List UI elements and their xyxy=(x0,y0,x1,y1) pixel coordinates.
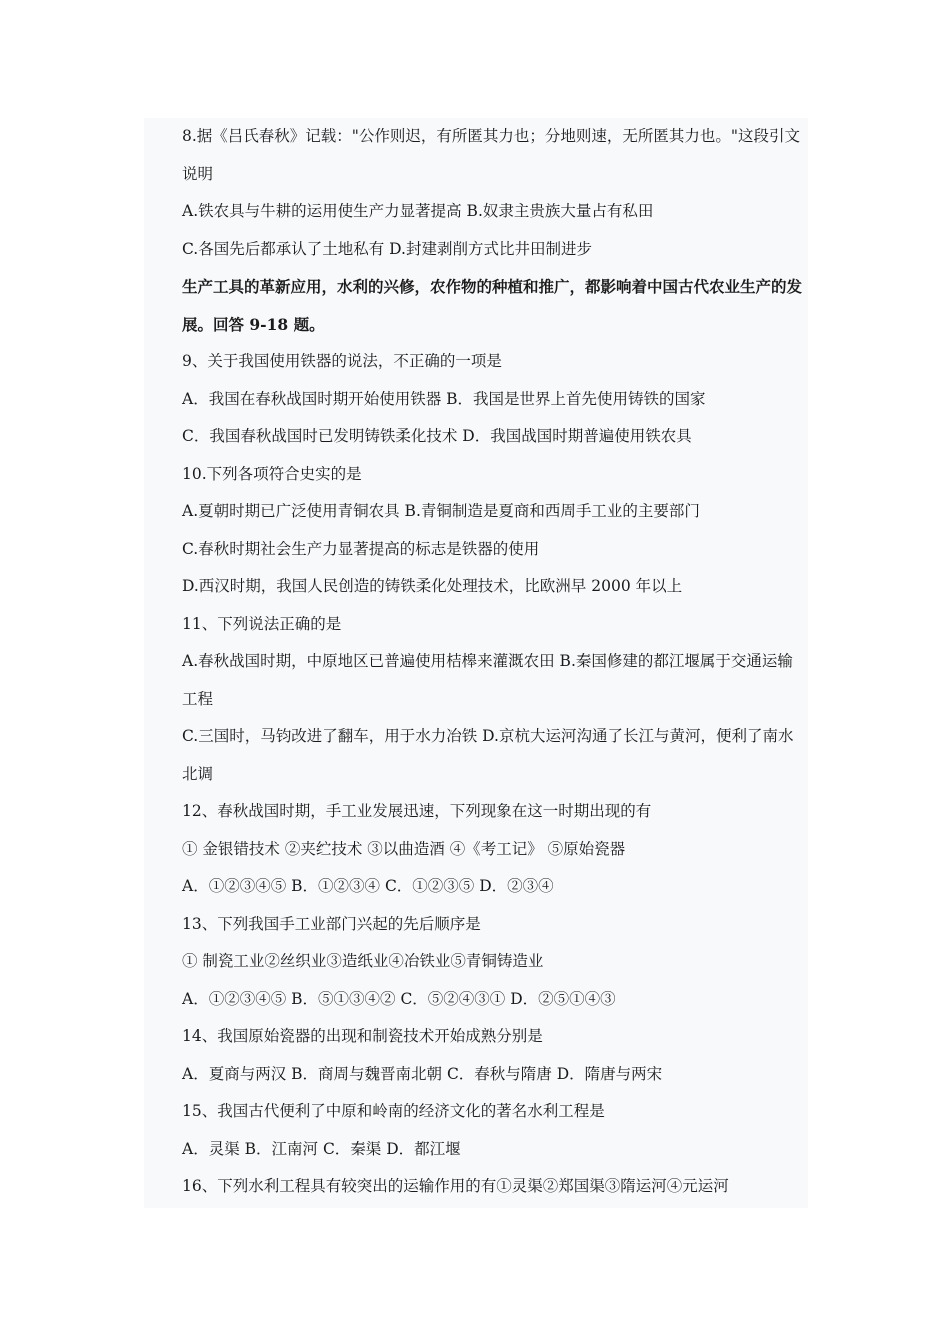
question-8: 8.据《吕氏春秋》记载："公作则迟，有所匿其力也；分地则速，无所匿其力也。"这段引文说明 xyxy=(182,127,801,183)
question-11: 11、下列说法正确的是 xyxy=(182,614,342,633)
question-13: 13、下列我国手工业部门兴起的先后顺序是 xyxy=(182,914,481,933)
document-content xyxy=(144,118,808,1206)
question-15-options: A．灵渠 B．江南河 C．秦渠 D．都江堰 xyxy=(182,1139,461,1158)
question-8-options-ab: A.铁农具与牛耕的运用使生产力显著提高 B.奴隶主贵族大量占有私田 xyxy=(182,202,654,220)
question-10-option-c: C.春秋时期社会生产力显著提高的标志是铁器的使用 xyxy=(182,539,540,558)
question-8-options-cd: C.各国先后都承认了土地私有 D.封建剥削方式比井田制进步 xyxy=(182,239,592,258)
question-16: 16、下列水利工程具有较突出的运输作用的有①灵渠②郑国渠③隋运河④元运河 xyxy=(182,1177,729,1195)
question-11-options-ab: A.春秋战国时期，中原地区已普遍使用桔槔来灌溉农田 B.秦国修建的都江堰属于交通运输工程 xyxy=(182,652,793,708)
question-13-items: ① 制瓷工业②丝织业③造纸业④冶铁业⑤青铜铸造业 xyxy=(182,952,544,970)
question-12-options: A．①②③④⑤ B．①②③④ C．①②③⑤ D．②③④ xyxy=(182,877,554,895)
question-10-option-d: D.西汉时期，我国人民创造的铸铁柔化处理技术，比欧洲早 2000 年以上 xyxy=(182,577,683,595)
question-12: 12、春秋战国时期，手工业发展迅速，下列现象在这一时期出现的有 xyxy=(182,802,652,820)
question-14: 14、我国原始瓷器的出现和制瓷技术开始成熟分别是 xyxy=(182,1027,543,1045)
question-10-options-ab: A.夏朝时期已广泛使用青铜农具 B.青铜制造是夏商和西周手工业的主要部门 xyxy=(182,502,700,520)
question-13-options: A．①②③④⑤ B．⑤①③④② C．⑤②④③① D．②⑤①④③ xyxy=(182,989,616,1008)
question-15: 15、我国古代便利了中原和岭南的经济文化的著名水利工程是 xyxy=(182,1102,605,1120)
question-10: 10.下列各项符合史实的是 xyxy=(182,464,362,483)
question-12-items: ① 金银错技术 ②夹纻技术 ③以曲造酒 ④《考工记》 ⑤原始瓷器 xyxy=(182,839,626,858)
question-9-options-cd: C．我国春秋战国时已发明铸铁柔化技术 D．我国战国时期普遍使用铁农具 xyxy=(182,427,692,445)
question-9: 9、关于我国使用铁器的说法，不正确的一项是 xyxy=(182,352,502,370)
question-14-options: A．夏商与两汉 B．商周与魏晋南北朝 C．春秋与隋唐 D．隋唐与两宋 xyxy=(182,1064,663,1083)
question-11-options-cd: C.三国时，马钧改进了翻车，用于水力冶铁 D.京杭大运河沟通了长江与黄河，便利了南水北调 xyxy=(182,727,794,783)
question-9-options-ab: A．我国在春秋战国时期开始使用铁器 B．我国是世界上首先使用铸铁的国家 xyxy=(182,389,706,408)
section-intro-9-18: 生产工具的革新应用，水利的兴修，农作物的种植和推广，都影响着中国古代农业生产的发展。回答 9-18 题。 xyxy=(182,277,803,334)
